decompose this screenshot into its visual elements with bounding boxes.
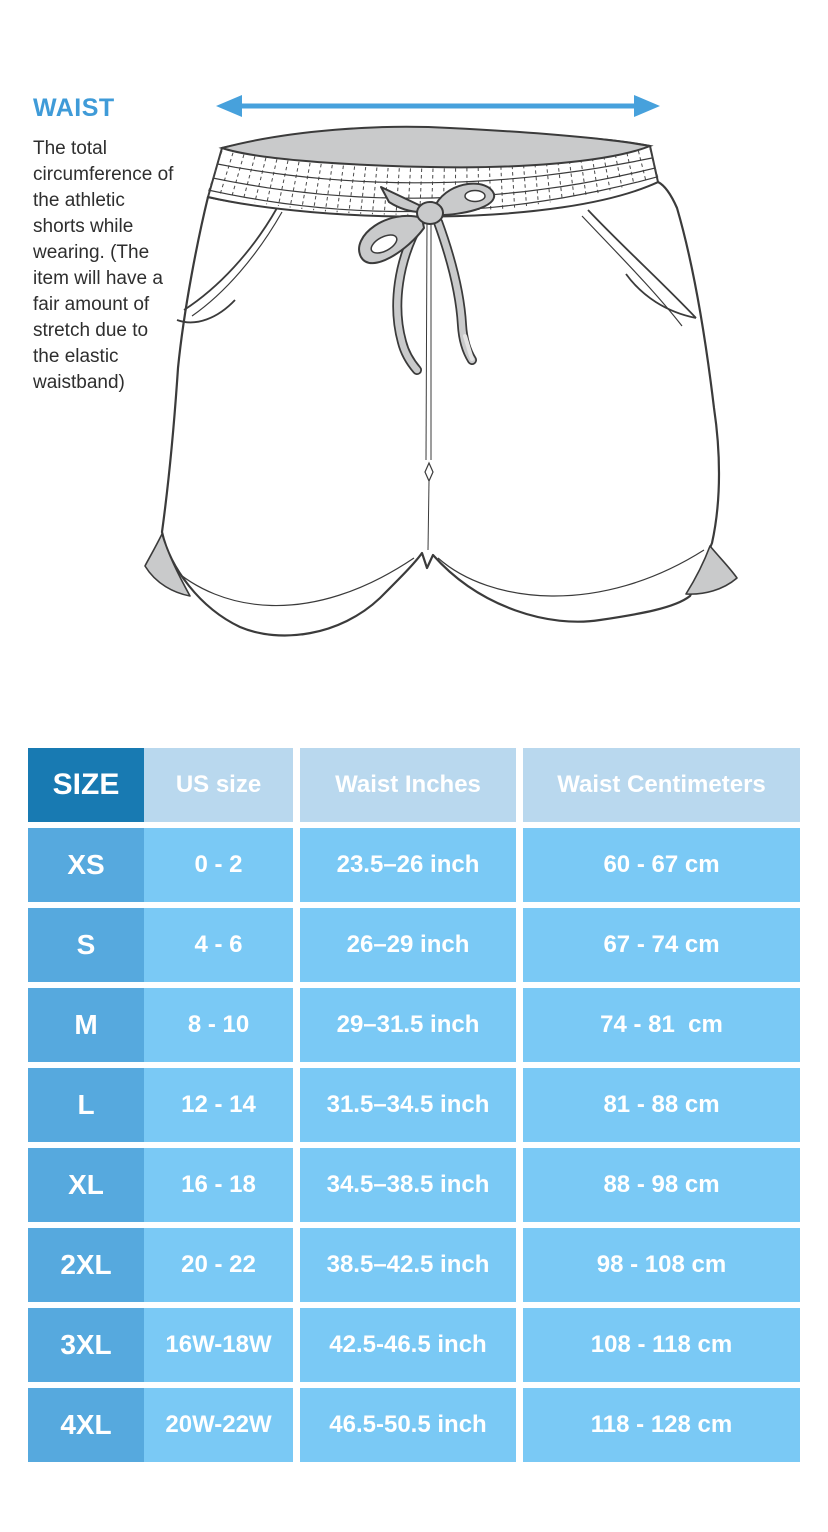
size-row-m [28, 988, 800, 1062]
waist-cm-cell: 67 - 74 cm [523, 908, 800, 982]
waist-inches-cell: 46.5-50.5 inch [300, 1388, 516, 1462]
waist-inches-cell: 31.5–34.5 inch [300, 1068, 516, 1142]
size-row-4xl [28, 1388, 800, 1462]
col-header-waist-centimeters: Waist Centimeters [523, 748, 800, 822]
table-header-row [28, 748, 800, 822]
section-title: WAIST [33, 94, 115, 122]
us-size-cell: 20 - 22 [144, 1228, 293, 1302]
waist-cm-cell: 98 - 108 cm [523, 1228, 800, 1302]
waist-cm-cell: 60 - 67 cm [523, 828, 800, 902]
size-row-s [28, 908, 800, 982]
size-cell: XS [28, 828, 144, 902]
shorts-illustration [130, 88, 760, 668]
us-size-cell: 4 - 6 [144, 908, 293, 982]
size-row-xs [28, 828, 800, 902]
size-chart-table [28, 748, 800, 1468]
shorts-body [162, 182, 719, 635]
size-cell: 2XL [28, 1228, 144, 1302]
waist-inches-cell: 29–31.5 inch [300, 988, 516, 1062]
size-cell: M [28, 988, 144, 1062]
size-cell: XL [28, 1148, 144, 1222]
waist-cm-cell: 118 - 128 cm [523, 1388, 800, 1462]
waist-cm-cell: 81 - 88 cm [523, 1068, 800, 1142]
size-cell: L [28, 1068, 144, 1142]
us-size-cell: 12 - 14 [144, 1068, 293, 1142]
waist-cm-cell: 108 - 118 cm [523, 1308, 800, 1382]
size-cell: 4XL [28, 1388, 144, 1462]
us-size-cell: 16 - 18 [144, 1148, 293, 1222]
size-row-3xl [28, 1308, 800, 1382]
waist-measurement-arrow-icon [216, 95, 660, 117]
size-row-xl [28, 1148, 800, 1222]
size-cell: 3XL [28, 1308, 144, 1382]
col-header-waist-inches: Waist Inches [300, 748, 516, 822]
waist-inches-cell: 23.5–26 inch [300, 828, 516, 902]
us-size-cell: 16W-18W [144, 1308, 293, 1382]
waist-inches-cell: 34.5–38.5 inch [300, 1148, 516, 1222]
size-cell: S [28, 908, 144, 982]
waist-inches-cell: 38.5–42.5 inch [300, 1228, 516, 1302]
waist-inches-cell: 26–29 inch [300, 908, 516, 982]
us-size-cell: 8 - 10 [144, 988, 293, 1062]
col-header-us-size: US size [144, 748, 293, 822]
waist-cm-cell: 88 - 98 cm [523, 1148, 800, 1222]
us-size-cell: 0 - 2 [144, 828, 293, 902]
size-row-2xl [28, 1228, 800, 1302]
waist-cm-cell: 74 - 81 cm [523, 988, 800, 1062]
us-size-cell: 20W-22W [144, 1388, 293, 1462]
col-header-size: SIZE [28, 748, 144, 822]
size-row-l [28, 1068, 800, 1142]
waist-inches-cell: 42.5-46.5 inch [300, 1308, 516, 1382]
section-description: The total circumference of the athletic shorts while wearing. (The item will have a fair amount of stretch due to the elastic waistband) [33, 138, 174, 393]
